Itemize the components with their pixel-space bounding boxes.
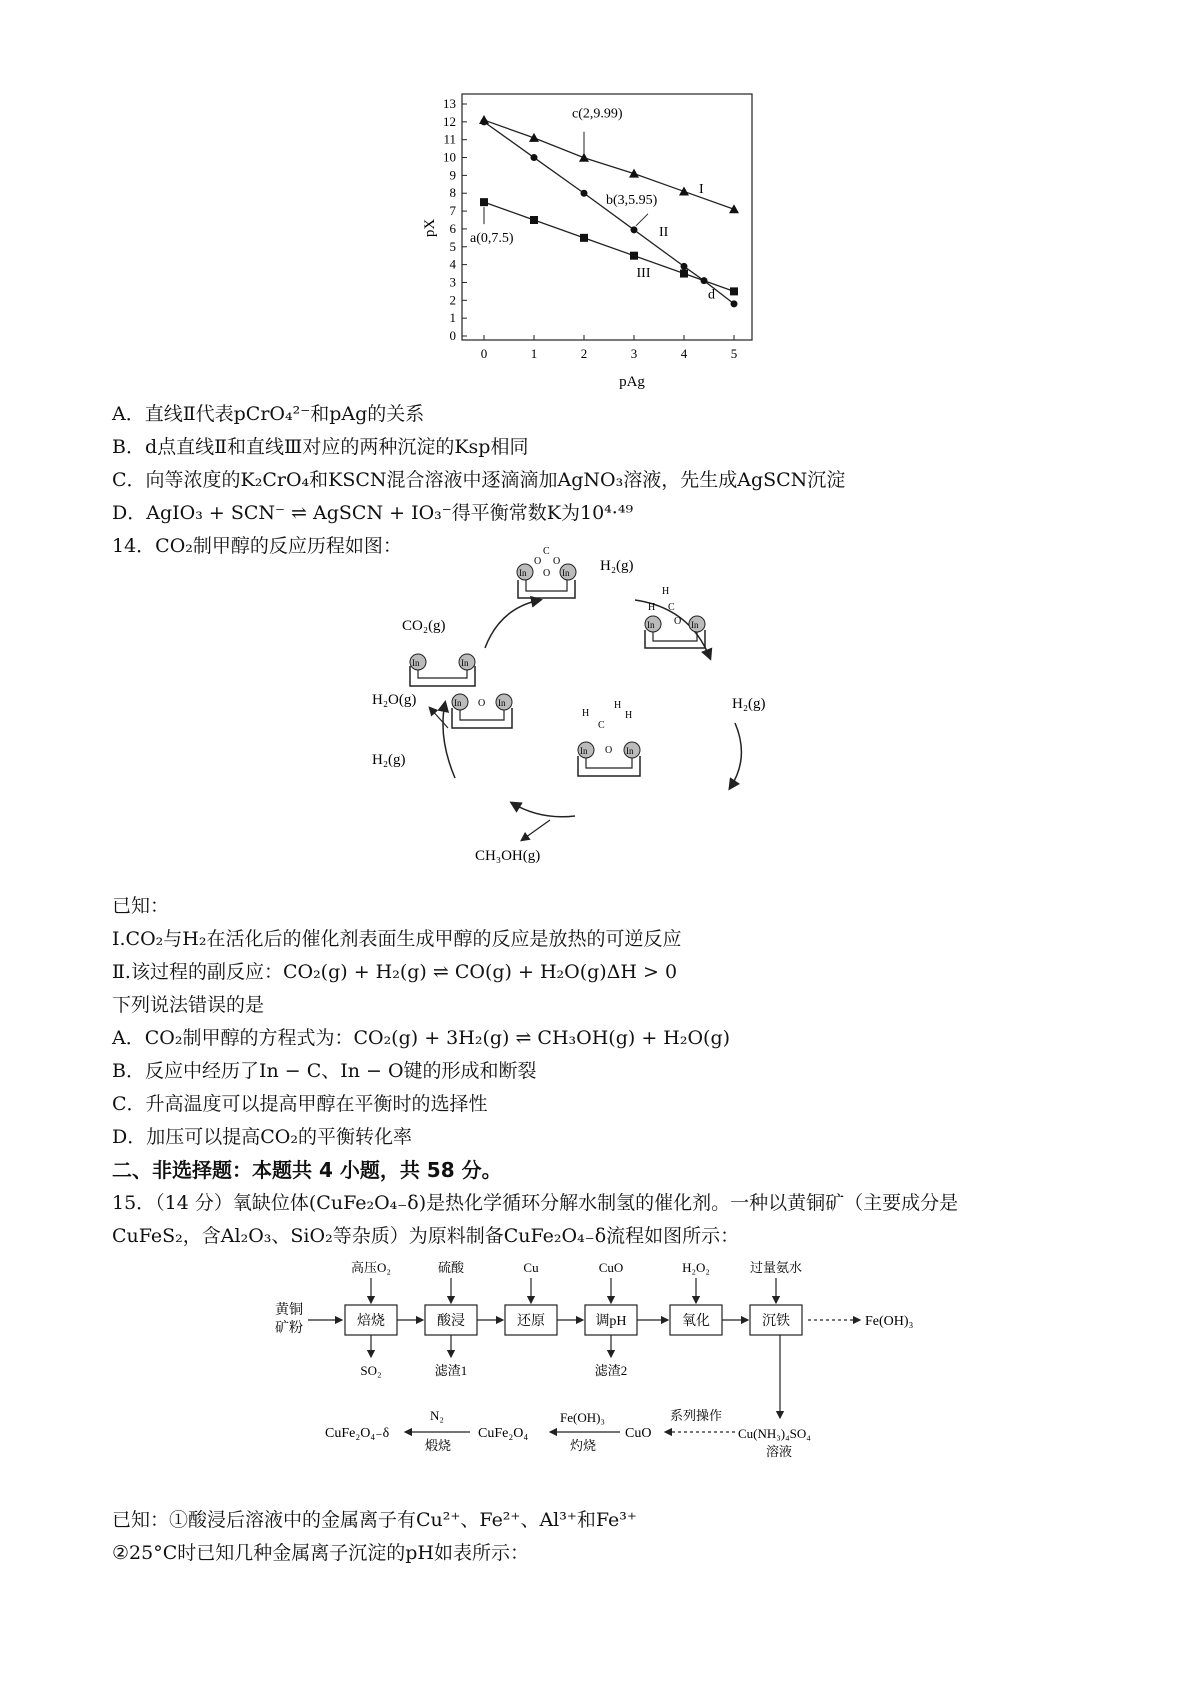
q14-known: 已知： — [112, 895, 170, 917]
data-point-II — [681, 263, 688, 270]
section-2-heading: 二、非选择题：本题共 4 小题，共 58 分。 — [112, 1158, 502, 1182]
feoh3-byproduct: Fe(OH)₃ — [865, 1314, 914, 1329]
y-tick-label: 7 — [449, 203, 456, 219]
annotation-b: b(3,5.95) — [606, 192, 658, 208]
q14-known-1: Ⅰ.CO₂与H₂在活化后的催化剂表面生成甲醇的反应是放热的可逆反应 — [112, 928, 682, 950]
y-axis-label: pX — [422, 218, 438, 238]
calcine-label: 煅烧 — [425, 1438, 452, 1453]
cycle-arrow-5 — [443, 703, 455, 778]
cycle-arrow-1 — [485, 600, 540, 648]
raw-material-line-1: 黄铜 — [275, 1303, 303, 1318]
series-line-III — [484, 202, 734, 291]
svg-text:H: H — [614, 700, 622, 711]
svg-text:H: H — [582, 708, 590, 719]
q15-known-1: 已知：①酸浸后溶液中的金属离子有Cu²⁺、Fe²⁺、Al³⁺和Fe³⁺ — [112, 1509, 637, 1531]
flow-step-label: 氧化 — [682, 1314, 710, 1329]
data-point-II — [481, 118, 488, 125]
flow-step-label: 沉铁 — [762, 1314, 790, 1329]
svg-text:C: C — [598, 720, 605, 731]
data-point-I — [529, 133, 539, 142]
h2-label-top: H₂(g) — [600, 558, 634, 574]
flow-step-label: 焙烧 — [357, 1314, 385, 1329]
q14-option-c: C．升高温度可以提高甲醇在平衡时的选择性 — [112, 1093, 488, 1115]
flow-input-label: 硫酸 — [437, 1260, 465, 1275]
feoh3-reagent: Fe(OH)₃ — [560, 1410, 605, 1425]
svg-text:In: In — [454, 698, 462, 708]
y-tick-label: 2 — [449, 292, 456, 308]
data-point-III — [480, 198, 488, 206]
flow-output-label: SO₂ — [360, 1363, 382, 1378]
process-flowchart — [270, 1250, 950, 1490]
cuo-intermediate: CuO — [625, 1426, 652, 1441]
flow-step-label: 调pH — [595, 1314, 627, 1329]
svg-text:O: O — [534, 556, 542, 567]
cu-nh3-solution-line-1: Cu(NH₃)₄SO₄ — [738, 1426, 811, 1441]
raw-material-line-2: 矿粉 — [275, 1321, 303, 1336]
svg-text:In: In — [580, 746, 588, 756]
reaction-cycle-diagram — [372, 546, 840, 888]
annotation-b-arrow — [636, 214, 648, 226]
flow-output-label: 滤渣1 — [434, 1363, 468, 1378]
y-tick-label: 0 — [449, 328, 456, 343]
q15-line-2: CuFeS₂，含Al₂O₃、SiO₂等杂质）为原料制备CuFe₂O₄₋δ流程如图所示： — [112, 1225, 740, 1247]
q13-option-b: B．d点直线Ⅱ和直线Ⅲ对应的两种沉淀的Ksp相同 — [112, 436, 529, 458]
y-tick-label: 11 — [443, 131, 456, 147]
y-tick-label: 8 — [449, 185, 456, 201]
svg-text:In: In — [461, 658, 469, 668]
cu-nh3-solution-line-2: 溶液 — [766, 1444, 793, 1459]
h2o-arrow — [430, 708, 448, 728]
data-point-I — [679, 186, 689, 195]
q13-option-a: A．直线Ⅱ代表pCrO₄²⁻和pAg的关系 — [112, 403, 425, 425]
y-tick-label: 3 — [449, 274, 456, 290]
final-product: CuFe₂O₄₋δ — [325, 1426, 390, 1441]
catalyst-formate — [645, 586, 705, 648]
flow-input-label: 高压O₂ — [351, 1260, 391, 1275]
co2-label: CO₂(g) — [402, 618, 446, 634]
flow-output-label: 滤渣2 — [594, 1363, 628, 1378]
data-point-I — [579, 153, 589, 162]
data-point-II — [531, 154, 538, 161]
svg-text:In: In — [562, 568, 570, 578]
q15-line-1: 15．（14 分）氧缺位体(CuFe₂O₄₋δ)是热化学循环分解水制氢的催化剂。一种以黄铜矿（主要成分是 — [112, 1192, 959, 1214]
catalyst-o-bridged — [452, 694, 512, 728]
data-point-II — [631, 226, 638, 233]
h2-label-right: H₂(g) — [732, 696, 766, 712]
y-tick-label: 4 — [449, 256, 456, 272]
y-tick-label: 10 — [443, 149, 456, 165]
q14-option-a: A．CO₂制甲醇的方程式为：CO₂(g) + 3H₂(g) ⇌ CH₃OH(g) + H₂O(g) — [112, 1027, 731, 1049]
q15-known-2: ②25°C时已知几种金属离子沉淀的pH如表所示： — [112, 1542, 529, 1564]
px-pag-chart — [400, 88, 800, 398]
q14-option-b: B．反应中经历了In − C、In − O键的形成和断裂 — [112, 1060, 537, 1082]
x-tick-label: 2 — [580, 346, 588, 361]
line-label-II: II — [659, 225, 669, 241]
h2-label-left: H₂(g) — [372, 752, 406, 768]
flow-step-label: 还原 — [517, 1314, 545, 1329]
svg-text:O: O — [478, 698, 486, 709]
svg-text:H: H — [625, 710, 633, 721]
q14-stem: 14．CO₂制甲醇的反应历程如图： — [112, 535, 402, 557]
data-point-III — [730, 287, 738, 295]
svg-text:H: H — [662, 586, 670, 597]
data-point-III — [630, 252, 638, 260]
x-tick-label: 5 — [730, 346, 738, 361]
h2o-label: H₂O(g) — [372, 692, 417, 708]
flow-step-label: 酸浸 — [437, 1314, 465, 1329]
y-tick-label: 9 — [449, 167, 456, 183]
x-tick-label: 1 — [530, 346, 538, 361]
y-tick-label: 5 — [449, 238, 456, 254]
data-point-III — [530, 216, 538, 224]
data-point-II — [701, 277, 708, 284]
x-tick-label: 4 — [680, 346, 688, 361]
x-axis-label: pAg — [619, 374, 645, 390]
flow-input-label: 过量氨水 — [749, 1260, 803, 1275]
data-point-III — [580, 234, 588, 242]
svg-text:C: C — [668, 602, 675, 613]
catalyst-bare — [410, 654, 475, 686]
flow-input-label: Cu — [523, 1260, 539, 1275]
svg-text:In: In — [647, 620, 655, 630]
burn-label: 灼烧 — [570, 1438, 597, 1453]
data-point-II — [581, 190, 588, 197]
cycle-arrow-4 — [512, 803, 575, 817]
y-tick-label: 1 — [449, 310, 456, 326]
series-operation-label: 系列操作 — [670, 1408, 723, 1423]
svg-text:In: In — [412, 658, 420, 668]
data-point-I — [729, 204, 739, 213]
x-tick-label: 0 — [480, 346, 488, 361]
data-point-III — [680, 270, 688, 278]
annotation-d: d — [708, 287, 715, 303]
annotation-a: a(0,7.5) — [470, 231, 514, 247]
ch3oh-arrow — [522, 820, 550, 840]
cycle-arrow-3 — [730, 723, 741, 788]
flow-input-label: H₂O₂ — [682, 1260, 710, 1275]
svg-text:O: O — [543, 568, 551, 579]
line-label-III: III — [636, 266, 651, 282]
q14-ask: 下列说法错误的是 — [112, 994, 265, 1016]
q14-known-2: Ⅱ.该过程的副反应：CO₂(g) + H₂(g) ⇌ CO(g) + H₂O(g)ΔH > 0 — [112, 961, 678, 983]
x-tick-label: 3 — [630, 346, 638, 361]
q13-option-c: C．向等浓度的K₂CrO₄和KSCN混合溶液中逐滴滴加AgNO₃溶液，先生成AgSCN沉淀 — [112, 469, 846, 491]
svg-text:In: In — [498, 698, 506, 708]
plot-frame — [462, 94, 752, 340]
svg-text:H: H — [648, 602, 656, 613]
cufe2o4-intermediate: CuFe₂O₄ — [478, 1426, 529, 1441]
svg-text:In: In — [519, 568, 527, 578]
svg-text:In: In — [691, 620, 699, 630]
annotation-c: c(2,9.99) — [572, 106, 623, 122]
svg-text:C: C — [543, 546, 550, 557]
series-line-II — [484, 122, 734, 304]
svg-text:O: O — [674, 616, 682, 627]
svg-text:O: O — [605, 745, 613, 756]
data-point-II — [731, 300, 738, 307]
svg-text:In: In — [626, 746, 634, 756]
y-tick-label: 12 — [443, 113, 456, 129]
catalyst-co2-adsorbed — [517, 546, 576, 598]
q13-option-d: D．AgIO₃ + SCN⁻ ⇌ AgSCN + IO₃⁻得平衡常数K为10⁴·⁴⁹ — [112, 502, 634, 524]
y-tick-label: 13 — [443, 96, 456, 111]
flow-input-label: CuO — [598, 1260, 624, 1275]
catalyst-methoxy — [578, 700, 640, 776]
y-tick-label: 6 — [449, 220, 456, 236]
ch3oh-label: CH₃OH(g) — [475, 848, 541, 864]
svg-text:O: O — [553, 556, 561, 567]
q14-option-d: D．加压可以提高CO₂的平衡转化率 — [112, 1126, 412, 1148]
line-label-I: I — [699, 182, 704, 198]
n2-reagent: N₂ — [430, 1408, 444, 1423]
